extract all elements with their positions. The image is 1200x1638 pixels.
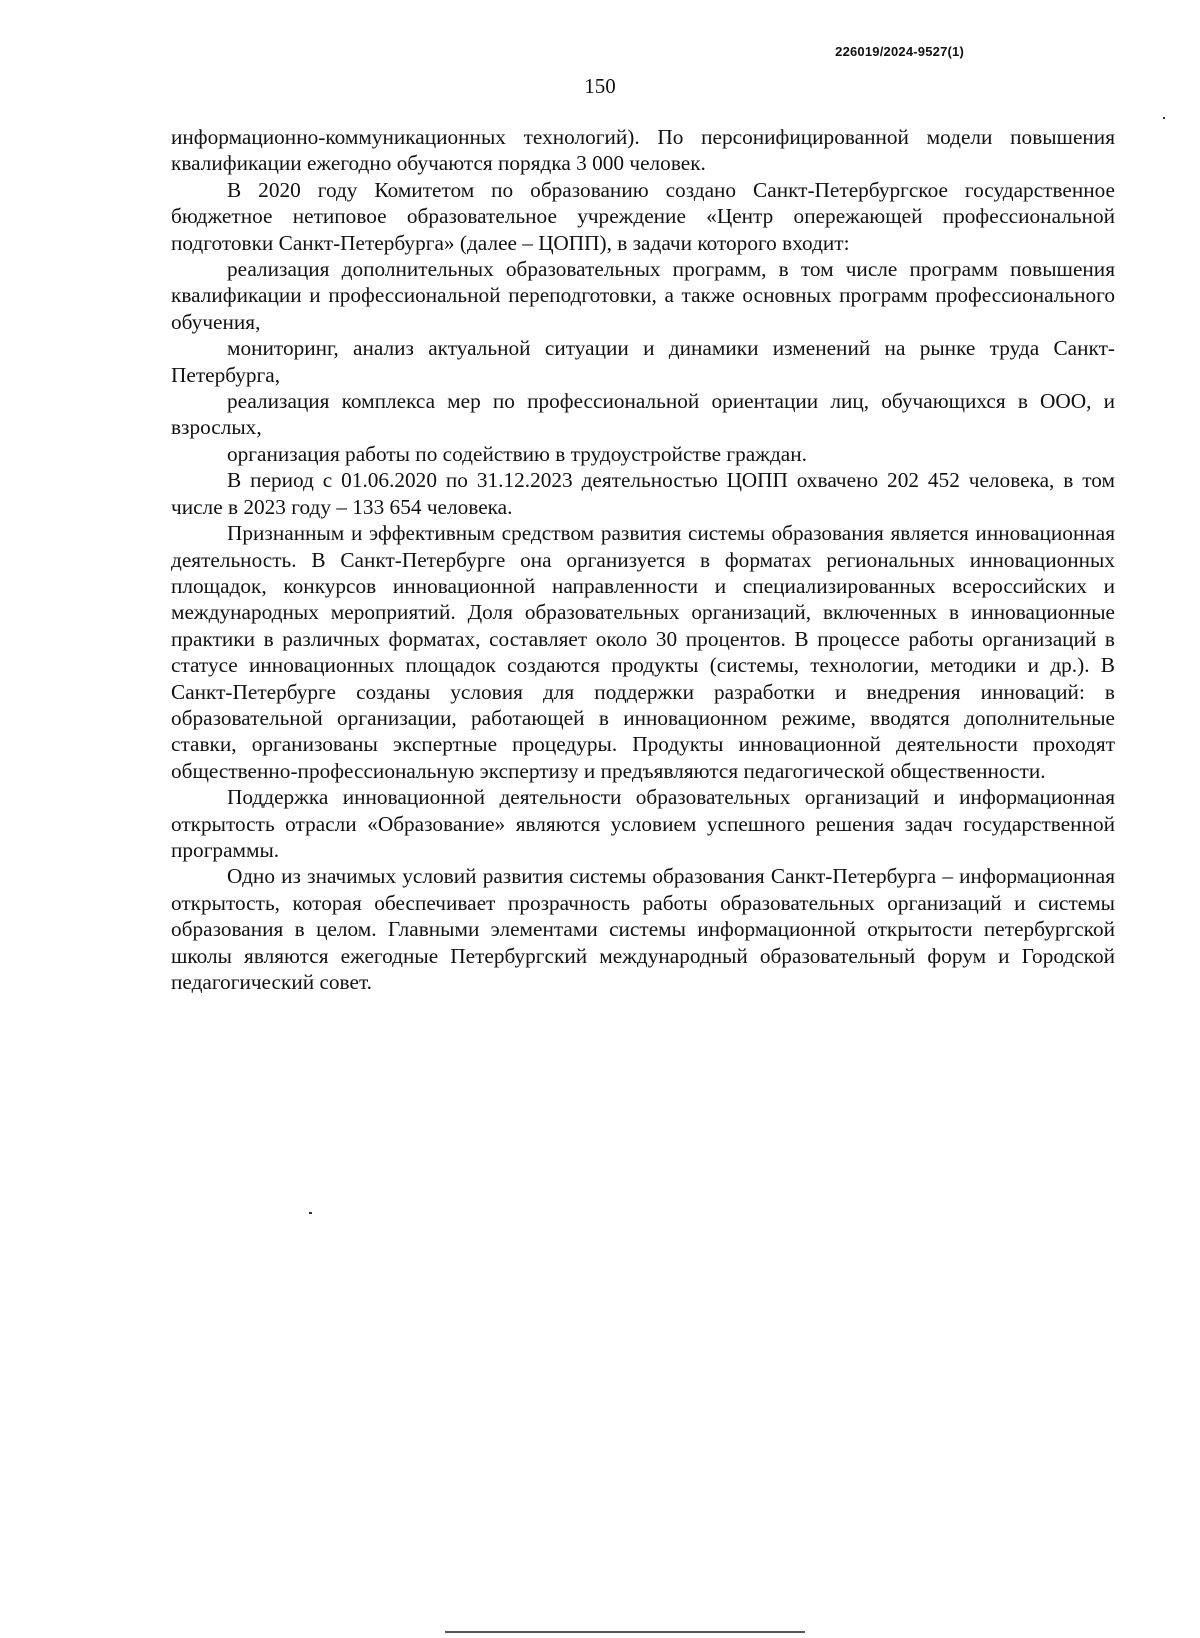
paragraph: мониторинг, анализ актуальной ситуации и динамики изменений на рынке труда Санкт-Петербурга,	[171, 336, 1115, 387]
paragraph: Признанным и эффективным средством развития системы образования является инновационная деятельность. В Санкт-Петербурге она организуется в форматах региональных инновационных площадок, конкурсов инновационной направленности и специализированных всероссийских и международных мероприятий. Доля образовательных организаций, включенных в инновационные практики в различных форматах, составляет около 30 процентов. В процессе работы организаций в статусе инновационных площадок создаются продукты (системы, технологии, методики и др.). В Санкт-Петербурге созданы условия для поддержки разработки и внедрения инноваций: в образовательной организации, работающей в инновационном режиме, вводятся дополнительные ставки, организованы экспертные процедуры. Продукты инновационной деятельности проходят общественно-профессиональную экспертизу и предъявляются педагогической общественности.	[171, 521, 1115, 783]
scan-edge-line	[445, 1631, 805, 1633]
paragraph: Поддержка инновационной деятельности образовательных организаций и информационная открытость отрасли «Образование» являются условием успешного решения задач государственной программы.	[171, 785, 1115, 862]
paragraph: реализация комплекса мер по профессиональной ориентации лиц, обучающихся в ООО, и взрослых,	[171, 389, 1115, 440]
paragraph: информационно-коммуникационных технологий). По персонифицированной модели повышения квалификации ежегодно обучаются порядка 3 000 человек.	[171, 125, 1115, 176]
page-number: 150	[584, 74, 616, 98]
scan-speck	[309, 1212, 312, 1214]
paragraph: В период с 01.06.2020 по 31.12.2023 деятельностью ЦОПП охвачено 202 452 человека, в том числе в 2023 году – 133 654 человека.	[171, 468, 1115, 519]
paragraph: Одно из значимых условий развития системы образования Санкт-Петербурга – информационная открытость, которая обеспечивает прозрачность работы образовательных организаций и системы образования в целом. Главными элементами системы информационной открытости петербургской школы являются ежегодные Петербургский международный образовательный форум и Городской педагогический совет.	[171, 864, 1115, 994]
scan-speck	[1163, 117, 1165, 119]
paragraph: организация работы по содействию в трудоустройстве граждан.	[227, 441, 807, 466]
document-body	[171, 124, 1115, 995]
paragraph: реализация дополнительных образовательных программ, в том числе программ повышения квалификации и профессиональной переподготовки, а также основных программ профессионального обучения,	[171, 257, 1115, 334]
document-id: 226019/2024-9527(1)	[835, 44, 964, 59]
paragraph: В 2020 году Комитетом по образованию создано Санкт-Петербургское государственное бюджетное нетиповое образовательное учреждение «Центр опережающей профессиональной подготовки Санкт-Петербурга» (далее – ЦОПП), в задачи которого входит:	[171, 177, 1115, 255]
